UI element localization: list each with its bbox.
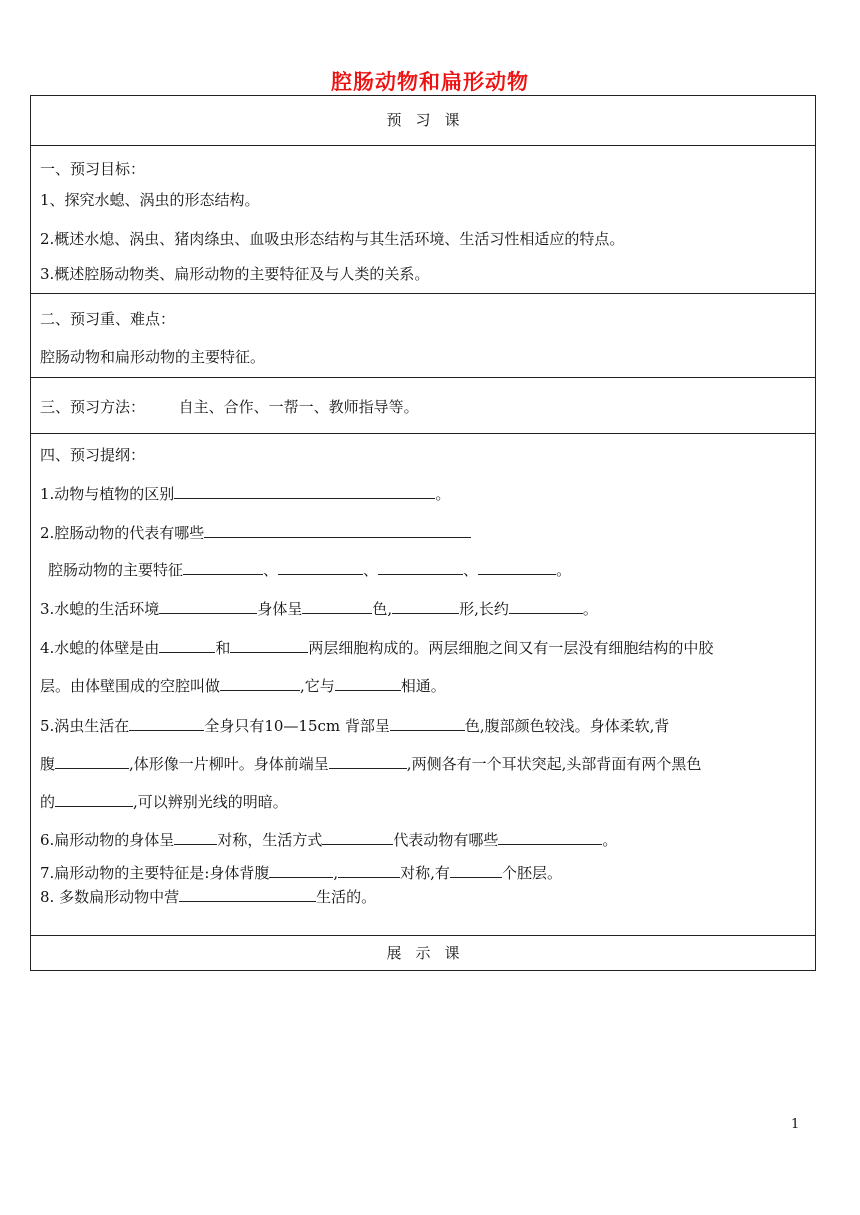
fill-blank[interactable] [174,482,435,499]
outline-q4: 4.水螅的体壁是由 和 两层细胞构成的。两层细胞之间又有一层没有细胞结构的中胶 [40,636,713,658]
fill-blank[interactable] [338,861,400,878]
section-header-showcase: 展示课 [31,935,815,970]
fill-blank[interactable] [159,597,257,614]
section-methods [31,377,815,433]
outline-q5-end: 的 ,可以辨别光线的明暗。 [40,790,288,812]
fill-blank[interactable] [129,714,204,731]
goals-heading: 一、预习目标： [40,160,146,178]
section-key-points [31,293,815,377]
section-outline [31,433,815,935]
fill-blank[interactable] [269,861,333,878]
fill-blank[interactable] [220,674,300,691]
page-number: 1 [791,1117,800,1132]
outline-q6: 6.扁形动物的身体呈 对称，生活方式 代表动物有哪些 。 [40,828,617,850]
goal-item-2: 2.概述水熄、涡虫、猪肉绦虫、血吸虫形态结构与其生活环境、生活习性相适应的特点。 [40,230,625,248]
outline-q2-features: 腔肠动物的主要特征 、 、 、 。 [48,558,571,580]
fill-blank[interactable] [204,521,471,538]
worksheet-table [30,95,816,971]
fill-blank[interactable] [322,828,393,845]
section-goals [31,145,815,293]
fill-blank[interactable] [179,885,316,902]
section-header-preview: 预习课 [386,111,474,129]
outline-q5-cont: 腹 ,体形像一片柳叶。身体前端呈 ,两侧各有一个耳状突起,头部背面有两个黑色 [40,752,701,774]
fill-blank[interactable] [302,597,372,614]
outline-q2: 2.腔肠动物的代表有哪些 [40,521,471,543]
page-title: 腔肠动物和扁形动物 [331,70,529,94]
key-points-heading: 二、预习重、难点： [40,310,176,328]
outline-q3: 3.水螅的生活环境 身体呈 色, 形,长约 。 [40,597,598,619]
goal-item-1: 1、探究水螅、涡虫的形态结构。 [40,191,260,209]
outline-q8: 8. 多数扁形动物中营 生活的。 [40,885,376,907]
fill-blank[interactable] [174,828,217,845]
outline-q7: 7.扁形动物的主要特征是:身体背腹 , 对称,有 个胚层。 [40,861,562,883]
fill-blank[interactable] [392,597,459,614]
methods-line [40,396,419,417]
fill-blank[interactable] [450,861,502,878]
fill-blank[interactable] [183,558,263,575]
fill-blank[interactable] [230,636,308,653]
fill-blank[interactable] [55,752,129,769]
fill-blank[interactable] [329,752,407,769]
goal-item-3: 3.概述腔肠动物类、扁形动物的主要特征及与人类的关系。 [40,265,430,283]
outline-heading: 四、预习提纲： [40,446,146,464]
fill-blank[interactable] [498,828,602,845]
outline-q4-cont: 层。由体壁围成的空腔叫做 ,它与 相通。 [40,674,446,696]
fill-blank[interactable] [159,636,215,653]
key-points-content: 腔肠动物和扁形动物的主要特征。 [40,348,266,366]
fill-blank[interactable] [335,674,401,691]
fill-blank[interactable] [390,714,465,731]
outline-q1: 1.动物与植物的区别 。 [40,482,450,504]
methods-content: 自主、合作、一帮一、教师指导等。 [178,398,419,416]
fill-blank[interactable] [278,558,363,575]
methods-heading: 三、预习方法： [40,398,146,416]
fill-blank[interactable] [55,790,133,807]
fill-blank[interactable] [509,597,583,614]
fill-blank[interactable] [478,558,556,575]
outline-q5: 5.涡虫生活在 全身只有10—15cm 背部呈 色,腹部颜色较浅。身体柔软,背 [40,714,669,736]
fill-blank[interactable] [378,558,463,575]
